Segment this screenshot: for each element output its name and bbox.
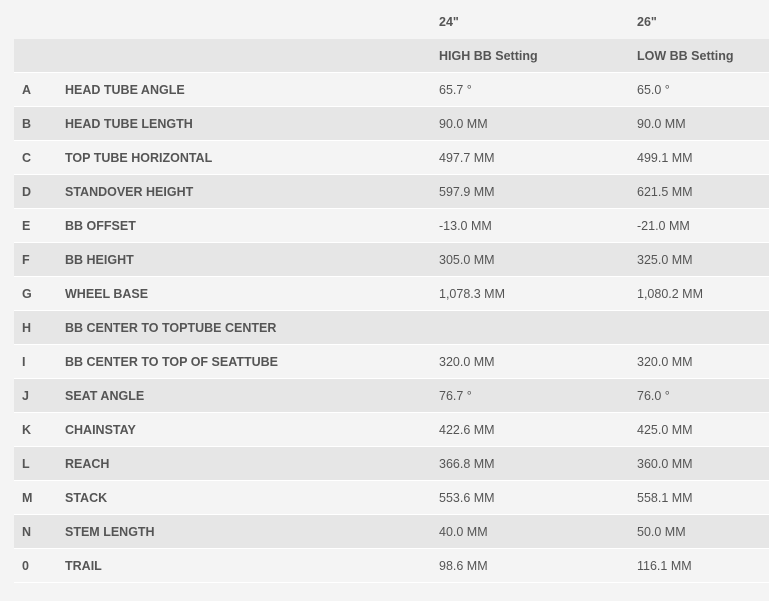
row-label: TRAIL [65,559,102,573]
row-value-high-bb: 76.7 ° [439,389,472,403]
row-value-high-bb: 366.8 MM [439,457,495,471]
row-value-low-bb: -21.0 MM [637,219,690,233]
row-letter: B [22,117,32,131]
row-letter: J [22,389,29,403]
row-value-high-bb: 98.6 MM [439,559,488,573]
row-label: HEAD TUBE ANGLE [65,83,185,97]
row-label: STEM LENGTH [65,525,155,539]
row-label: SEAT ANGLE [65,389,145,403]
table-row [14,447,769,481]
table-row [14,73,769,107]
row-letter: C [22,151,32,165]
row-label: BB CENTER TO TOPTUBE CENTER [65,321,277,335]
row-letter: K [22,423,32,437]
row-letter: N [22,525,32,539]
row-value-low-bb: 325.0 MM [637,253,693,267]
row-letter: G [22,287,32,301]
row-letter: A [22,83,32,97]
table-row [14,549,769,583]
row-value-low-bb: 50.0 MM [637,525,686,539]
geometry-table [14,39,769,583]
table-row [14,345,769,379]
row-letter: 0 [22,559,29,573]
row-value-high-bb: 1,078.3 MM [439,287,506,301]
row-letter: I [22,355,26,369]
row-label: BB OFFSET [65,219,136,233]
row-letter: F [22,253,30,267]
table-row [14,243,769,277]
row-value-low-bb: 90.0 MM [637,117,686,131]
row-value-low-bb: 76.0 ° [637,389,670,403]
row-value-high-bb: 65.7 ° [439,83,472,97]
table-row [14,515,769,549]
high-bb-setting-header: HIGH BB Setting [439,49,538,63]
row-label: STANDOVER HEIGHT [65,185,194,199]
row-value-low-bb: 360.0 MM [637,457,693,471]
row-label: BB CENTER TO TOP OF SEATTUBE [65,355,278,369]
table-row [14,413,769,447]
settings-header-row [14,39,769,73]
row-value-low-bb: 558.1 MM [637,491,693,505]
row-value-low-bb: 320.0 MM [637,355,693,369]
row-label: REACH [65,457,110,471]
row-value-high-bb: 597.9 MM [439,185,495,199]
row-value-high-bb: 320.0 MM [439,355,495,369]
size-header-row [14,6,769,38]
table-row [14,311,769,345]
table-row [14,175,769,209]
row-value-high-bb: 422.6 MM [439,423,495,437]
row-value-low-bb: 425.0 MM [637,423,693,437]
row-letter: H [22,321,32,335]
row-letter: L [22,457,30,471]
row-label: TOP TUBE HORIZONTAL [65,151,213,165]
row-value-low-bb: 116.1 MM [637,559,692,573]
table-row [14,141,769,175]
row-label: CHAINSTAY [65,423,136,437]
row-value-low-bb: 621.5 MM [637,185,693,199]
row-value-low-bb: 65.0 ° [637,83,670,97]
row-value-high-bb: -13.0 MM [439,219,492,233]
row-letter: M [22,491,33,505]
low-bb-setting-header: LOW BB Setting [637,49,734,63]
table-row [14,379,769,413]
row-value-high-bb: 40.0 MM [439,525,488,539]
row-value-high-bb: 497.7 MM [439,151,495,165]
row-value-low-bb: 499.1 MM [637,151,693,165]
row-value-high-bb: 305.0 MM [439,253,495,267]
row-value-high-bb: 90.0 MM [439,117,488,131]
size-24-header: 24" [439,15,459,29]
row-label: WHEEL BASE [65,287,149,301]
table-row [14,209,769,243]
row-value-low-bb: 1,080.2 MM [637,287,704,301]
size-26-header: 26" [637,15,657,29]
row-label: STACK [65,491,108,505]
row-letter: D [22,185,32,199]
row-label: HEAD TUBE LENGTH [65,117,193,131]
row-letter: E [22,219,31,233]
table-row [14,481,769,515]
row-label: BB HEIGHT [65,253,134,267]
table-row [14,277,769,311]
row-value-high-bb: 553.6 MM [439,491,495,505]
table-row [14,107,769,141]
